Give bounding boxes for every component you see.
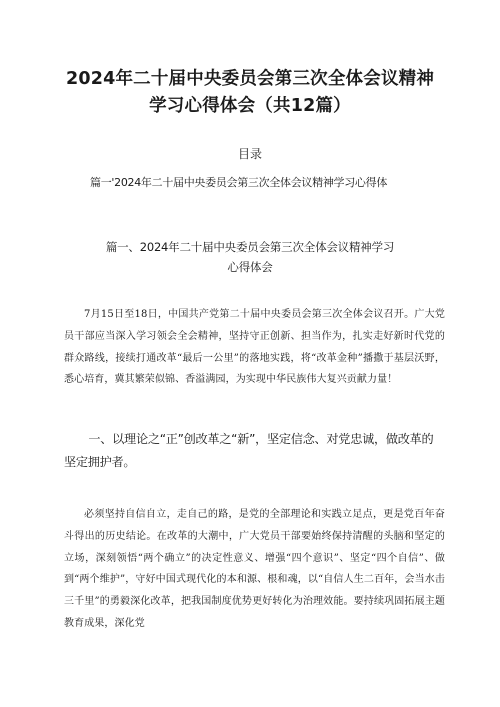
body-paragraph-2: 必须坚持自信自立，走自己的路，是党的全部理论和实践立足点，更是党百年奋斗得出的历史结论。在改革的大潮中，广大党员干部要始终保持清醒的头脑和坚定的立场，深刻领悟“两个确立”的决定性意义、增强“四个意识”、坚定“四个自信”、做到“两个维护”，守好中国式现代化的本和源、根和魂，以“自信人生二百年，会当水击三千里”的勇毅深化改革，把我国制度优势更好转化为治理效能。要持续巩固拓展主题教育成果，深化党 xyxy=(64,509,445,629)
section-subheading: 一、以理论之“正”创改革之“新”，坚定信念、对党忠诚，做改革的坚定拥护者。 xyxy=(64,432,434,469)
section-title-line-1: 篇一、2024年二十届中央委员会第三次全体会议精神学习 xyxy=(105,240,395,254)
document-title-line-2: 学习心得体会（共12篇） xyxy=(149,96,351,116)
document-title-line-1: 2024年二十届中央委员会第三次全体会议精神 xyxy=(65,69,435,89)
document-title xyxy=(40,66,460,120)
toc-heading: 目录 xyxy=(237,147,262,161)
toc-item-1[interactable]: 篇一'2024年二十届中央委员会第三次全体会议精神学习心得体 xyxy=(90,176,388,189)
section-title-line-2: 心得体会 xyxy=(227,260,273,274)
section-title xyxy=(60,237,440,277)
body-paragraph-1: 7月15日至18日，中国共产党第二十届中央委员会第三次全体会议召开。广大党员干部应当深入学习领会全会精神，坚持守正创新、担当作为，扎实走好新时代党的群众路线，接续打通改革“最后一公里”的落地实践，将“改革金种”播撒于基层沃野，悉心培育，冀其繁荣似锦、香溢满园，为实现中华民族伟大复兴贡献力量！ xyxy=(64,309,445,386)
